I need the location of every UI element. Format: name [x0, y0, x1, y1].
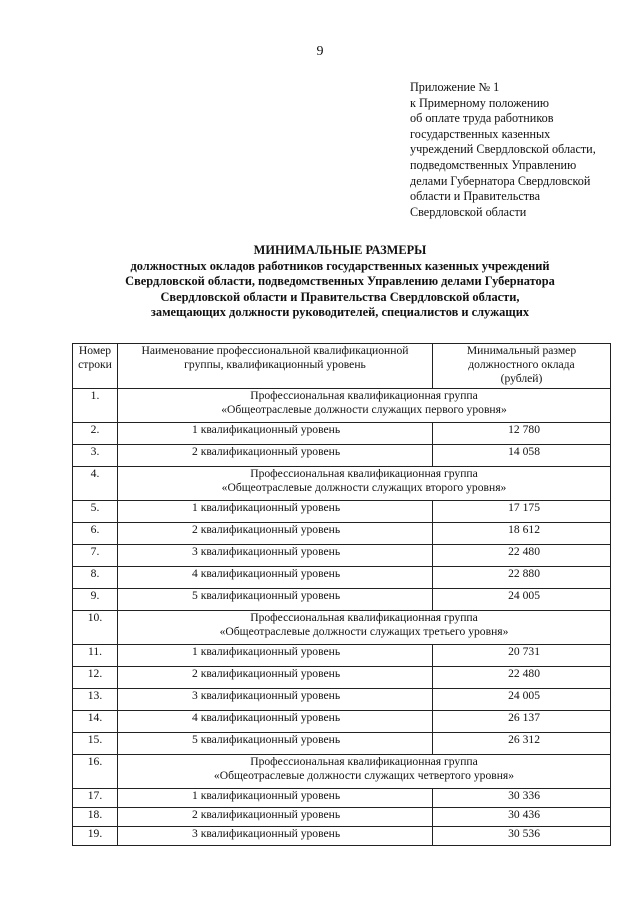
qualification-level: 3 квалификационный уровень — [118, 689, 433, 711]
group-row — [73, 467, 611, 501]
title-line: МИНИМАЛЬНЫЕ РАЗМЕРЫ — [253, 243, 427, 257]
header-value-line: должностного оклада — [468, 358, 575, 371]
table-row — [73, 589, 611, 611]
appendix-note — [410, 80, 625, 220]
header-name-line: Наименование профессиональной квалификационной — [141, 344, 409, 357]
group-title-line: «Общеотраслевые должности служащих четвертого уровня» — [213, 769, 515, 782]
qualification-level: 4 квалификационный уровень — [118, 567, 433, 589]
table-row — [73, 445, 611, 467]
min-salary-value: 18 612 — [433, 523, 611, 545]
group-title-line: Профессиональная квалификационная группа — [250, 755, 478, 768]
table-row — [73, 808, 611, 827]
min-salary-value: 12 780 — [433, 423, 611, 445]
header-value — [433, 344, 611, 389]
header-name — [118, 344, 433, 389]
qualification-level: 1 квалификационный уровень — [118, 501, 433, 523]
row-number: 4. — [73, 467, 118, 501]
row-number: 11. — [73, 645, 118, 667]
qualification-level: 5 квалификационный уровень — [118, 733, 433, 755]
table-row — [73, 645, 611, 667]
row-number: 14. — [73, 711, 118, 733]
row-number: 17. — [73, 789, 118, 808]
table-row — [73, 545, 611, 567]
appendix-line: об оплате труда работников — [410, 111, 554, 126]
header-value-line: (рублей) — [500, 372, 543, 385]
group-title — [118, 611, 611, 645]
row-number: 5. — [73, 501, 118, 523]
table-row — [73, 667, 611, 689]
group-row — [73, 611, 611, 645]
row-number: 7. — [73, 545, 118, 567]
appendix-line: к Примерному положению — [410, 95, 549, 110]
row-number: 3. — [73, 445, 118, 467]
group-row — [73, 389, 611, 423]
row-number: 19. — [73, 827, 118, 846]
min-salary-value: 30 336 — [433, 789, 611, 808]
group-title-line: Профессиональная квалификационная группа — [250, 467, 478, 480]
qualification-level: 1 квалификационный уровень — [118, 645, 433, 667]
qualification-level: 3 квалификационный уровень — [118, 827, 433, 846]
qualification-level: 2 квалификационный уровень — [118, 667, 433, 689]
qualification-level: 4 квалификационный уровень — [118, 711, 433, 733]
appendix-line: Свердловской области — [410, 204, 527, 219]
min-salary-value: 26 312 — [433, 733, 611, 755]
group-row — [73, 755, 611, 789]
group-title-line: Профессиональная квалификационная группа — [250, 389, 478, 402]
table-row — [73, 523, 611, 545]
appendix-line: делами Губернатора Свердловской — [410, 173, 591, 188]
table-row — [73, 423, 611, 445]
group-title-line: Профессиональная квалификационная группа — [250, 611, 478, 624]
group-title-line: «Общеотраслевые должности служащих третьего уровня» — [219, 625, 509, 638]
qualification-level: 3 квалификационный уровень — [118, 545, 433, 567]
title-line: должностных окладов работников государственных казенных учреждений — [130, 258, 550, 273]
min-salary-value: 14 058 — [433, 445, 611, 467]
group-title — [118, 467, 611, 501]
qualification-level: 2 квалификационный уровень — [118, 445, 433, 467]
row-number: 16. — [73, 755, 118, 789]
table-row — [73, 827, 611, 846]
table-row — [73, 733, 611, 755]
title-line: замещающих должности руководителей, специалистов и служащих — [150, 305, 530, 320]
header-num-line: строки — [78, 358, 112, 371]
min-salary-value: 22 480 — [433, 667, 611, 689]
page-number: 9 — [316, 44, 324, 59]
table-row — [73, 567, 611, 589]
document-title — [0, 243, 640, 321]
row-number: 8. — [73, 567, 118, 589]
row-number: 10. — [73, 611, 118, 645]
min-salary-value: 24 005 — [433, 689, 611, 711]
appendix-line: учреждений Свердловской области, — [410, 142, 596, 157]
row-number: 2. — [73, 423, 118, 445]
table-row — [73, 689, 611, 711]
header-num-line: Номер — [78, 344, 112, 357]
min-salary-value: 17 175 — [433, 501, 611, 523]
min-salary-value: 22 880 — [433, 567, 611, 589]
table-row — [73, 789, 611, 808]
row-number: 12. — [73, 667, 118, 689]
group-title-line: «Общеотраслевые должности служащих первого уровня» — [221, 403, 507, 416]
row-number: 1. — [73, 389, 118, 423]
row-number: 15. — [73, 733, 118, 755]
row-number: 13. — [73, 689, 118, 711]
min-salary-value: 22 480 — [433, 545, 611, 567]
min-salary-value: 30 536 — [433, 827, 611, 846]
row-number: 9. — [73, 589, 118, 611]
qualification-level: 1 квалификационный уровень — [118, 423, 433, 445]
header-num — [73, 344, 118, 389]
appendix-line: подведомственных Управлению — [410, 157, 577, 172]
qualification-level: 5 квалификационный уровень — [118, 589, 433, 611]
group-title — [118, 389, 611, 423]
row-number: 18. — [73, 808, 118, 827]
header-name-line: группы, квалификационный уровень — [184, 358, 366, 371]
qualification-level: 2 квалификационный уровень — [118, 808, 433, 827]
group-title-line: «Общеотраслевые должности служащих второго уровня» — [221, 481, 507, 494]
min-salary-value: 26 137 — [433, 711, 611, 733]
table-row — [73, 501, 611, 523]
min-salary-value: 24 005 — [433, 589, 611, 611]
appendix-line: области и Правительства — [410, 189, 541, 204]
salary-table — [72, 343, 611, 846]
qualification-level: 1 квалификационный уровень — [118, 789, 433, 808]
group-title — [118, 755, 611, 789]
table-row — [73, 711, 611, 733]
header-value-line: Минимальный размер — [466, 344, 577, 357]
title-line: Свердловской области и Правительства Свердловской области, — [160, 289, 520, 304]
qualification-level: 2 квалификационный уровень — [118, 523, 433, 545]
appendix-line: государственных казенных — [410, 126, 551, 141]
min-salary-value: 30 436 — [433, 808, 611, 827]
table-header — [73, 344, 611, 389]
min-salary-value: 20 731 — [433, 645, 611, 667]
appendix-line: Приложение № 1 — [410, 80, 500, 94]
row-number: 6. — [73, 523, 118, 545]
table-body — [73, 389, 611, 846]
title-line: Свердловской области, подведомственных Управлению делами Губернатора — [125, 274, 555, 289]
